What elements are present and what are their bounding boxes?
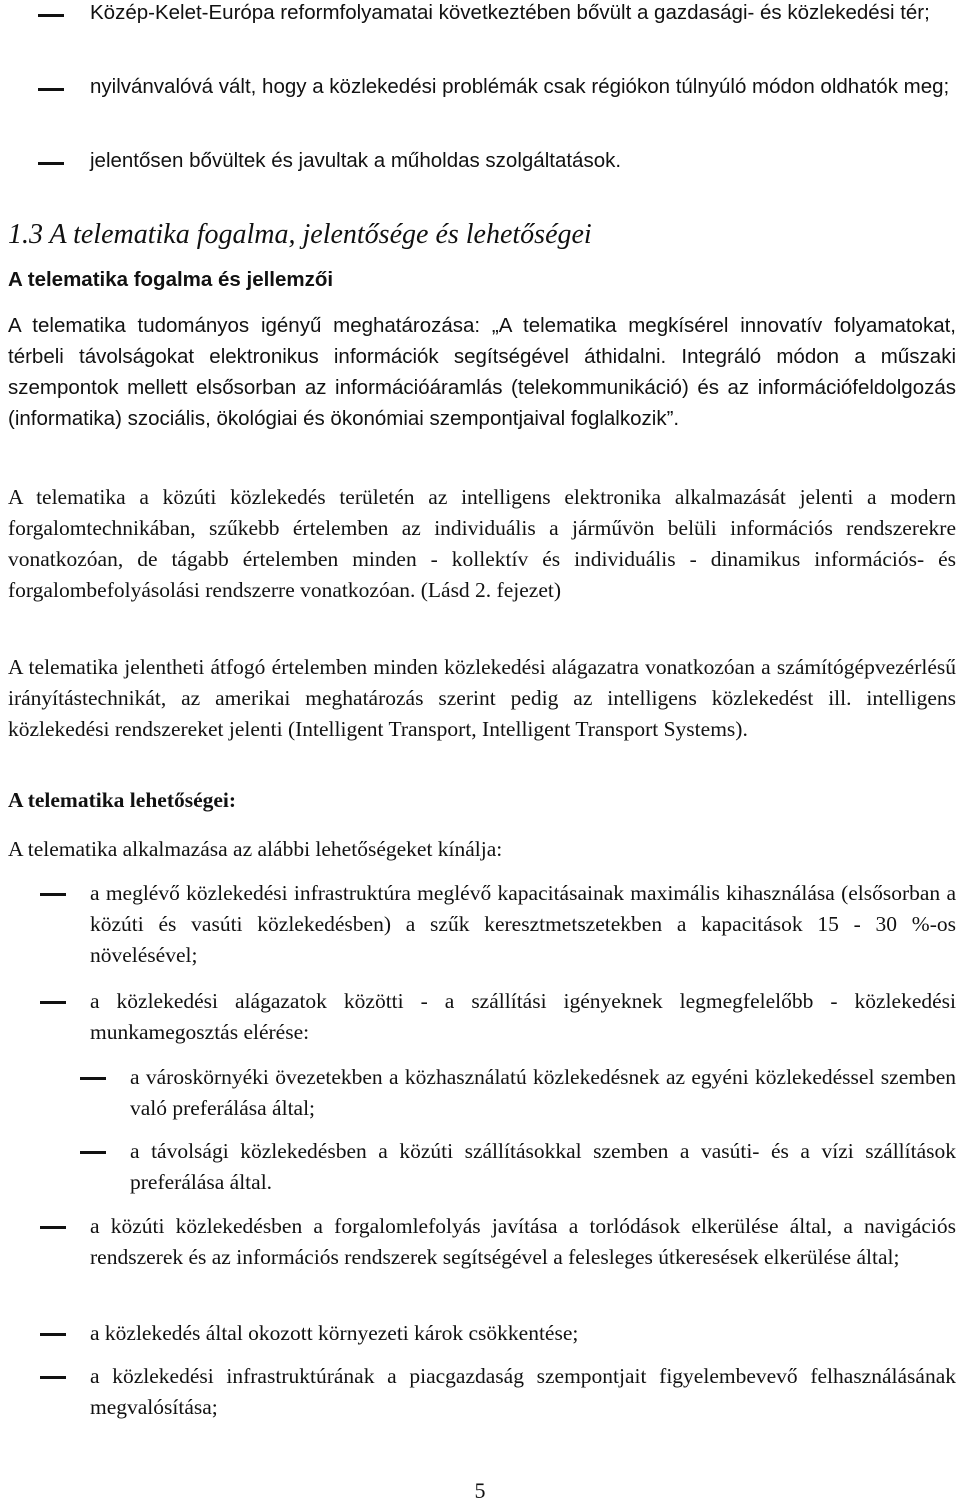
list-item: a közlekedés által okozott környezeti károk csökkentése;	[90, 1321, 579, 1345]
paragraph: A telematika alkalmazása az alábbi lehetőségeket kínálja:	[8, 837, 503, 861]
dash-bullet-icon	[38, 14, 64, 17]
page-number: 5	[474, 1478, 486, 1503]
paragraph: A telematika jelentheti átfogó értelemben minden közlekedési alágazatra vonatkozóan a számítógépvezérlésű irányítástechnikát, az amerikai meghatározás szerint pedig az intelligens közlekedést ill. intelligens közlekedési rendszereket jelenti (Intelligent Transport, Intelligent Transport Systems).	[8, 655, 956, 741]
dash-bullet-icon	[40, 1226, 66, 1229]
sub-list-item: a távolsági közlekedésben a közúti szállításokkal szemben a vasúti- és a vízi szállítások preferálása által.	[130, 1139, 956, 1194]
dash-bullet-icon	[40, 893, 66, 896]
subheading-text: A telematika lehetőségei:	[8, 788, 237, 812]
list-item: a közlekedési alágazatok közötti - a szállítási igényeknek legmegfelelőbb - közlekedési munkamegosztás elérése:	[90, 989, 956, 1044]
dash-bullet-icon	[38, 162, 64, 165]
bullet-text: nyilvánvalóvá vált, hogy a közlekedési problémák csak régiókon túlnyúló módon oldhatók meg;	[90, 75, 950, 98]
list-item: a meglévő közlekedési infrastruktúra meglévő kapacitásainak maximális kihasználása (elsősorban a közúti és vasúti közlekedésben) a szűk keresztmetszetekben a kapacitások 15 - 30 %-os növelésével;	[90, 881, 956, 967]
subsection-heading: A telematika fogalma és jellemzői	[8, 268, 334, 291]
bullet-text: Közép-Kelet-Európa reformfolyamatai következtében bővült a gazdasági- és közlekedési tér;	[90, 1, 930, 24]
dash-bullet-icon	[80, 1077, 106, 1080]
dash-bullet-icon	[40, 1001, 66, 1004]
dash-bullet-icon	[40, 1333, 66, 1336]
bullet-text: jelentősen bővültek és javultak a műholdas szolgáltatások.	[90, 149, 622, 172]
list-item: a közúti közlekedésben a forgalomlefolyás javítása a torlódások elkerülése által, a navigációs rendszerek és az információs rendszerek segítségével a felesleges útkeresések elkerülése által;	[90, 1214, 956, 1269]
dash-bullet-icon	[80, 1151, 106, 1154]
dash-bullet-icon	[38, 88, 64, 91]
paragraph: A telematika tudományos igényű meghatározása: „A telematika megkísérel innovatív folyamatokat, térbeli távolságokat elektronikus információk segítségével áthidalni. Integráló módon a műszaki szempontok mellett elsősorban az információáramlás (telekommunikáció) és az információfeldolgozás (informatika) szociális, ökológiai és ökonómiai szempontjaival foglalkozik”.	[8, 314, 956, 430]
list-item: a közlekedési infrastruktúrának a piacgazdaság szempontjait figyelembevevő felhasználásának megvalósítása;	[90, 1364, 956, 1419]
dash-bullet-icon	[40, 1376, 66, 1379]
subsection-heading	[8, 788, 236, 813]
section-heading: 1.3 A telematika fogalma, jelentősége és lehetőségei	[8, 219, 592, 250]
sub-list-item: a városkörnyéki övezetekben a közhasználatú közlekedésnek az egyéni közlekedéssel szemben való preferálása által;	[130, 1065, 956, 1120]
paragraph: A telematika a közúti közlekedés területén az intelligens elektronika alkalmazását jelenti a modern forgalomtechnikában, szűkebb értelemben az individuális a járművön belüli információs rendszerekre vonatkozóan, de tágabb értelemben minden - kollektív és individuális - dinamikus információs- és forgalombefolyásolási rendszerre vonatkozóan. (Lásd 2. fejezet)	[8, 485, 956, 602]
